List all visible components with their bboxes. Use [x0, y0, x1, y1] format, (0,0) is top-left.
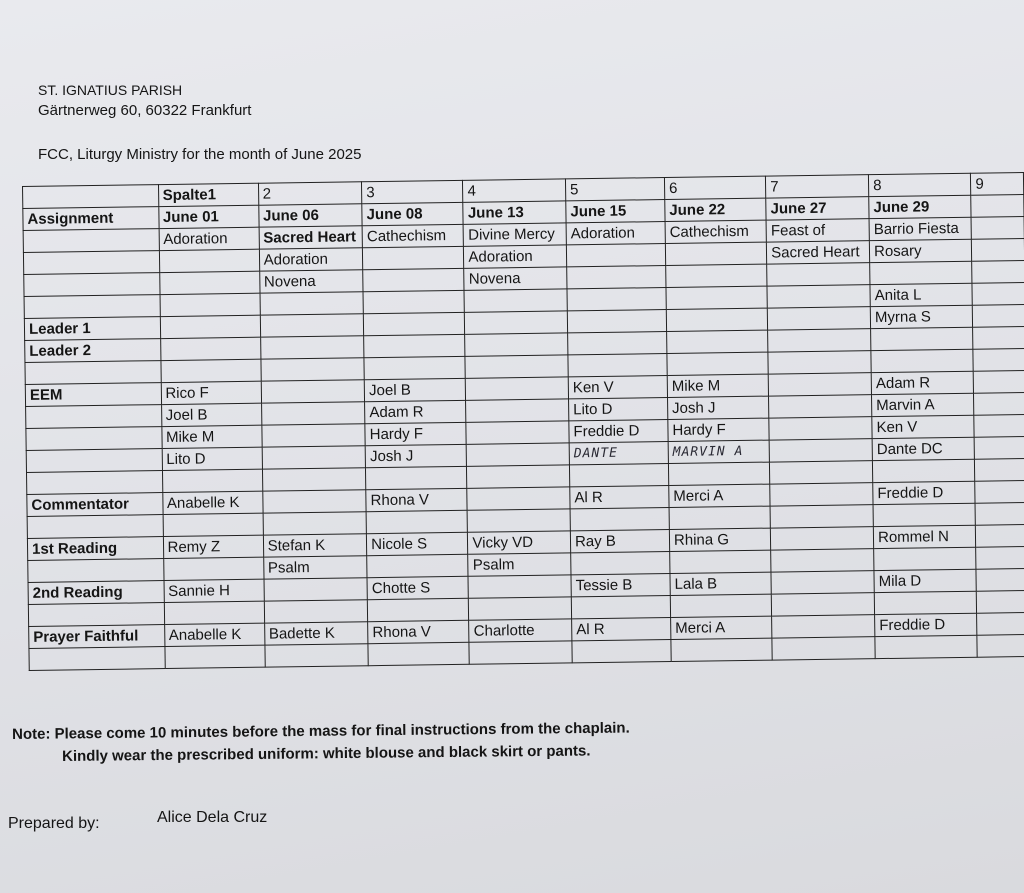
schedule-cell: Mike M [161, 425, 261, 448]
schedule-cell [771, 571, 874, 594]
schedule-cell [466, 399, 569, 422]
schedule-cell: Cathechism [665, 220, 767, 243]
schedule-cell: Dante DC [872, 437, 975, 460]
row-label-cell: 1st Reading [27, 537, 163, 561]
row-label-cell: EEM [25, 383, 161, 407]
schedule-cell: Freddie D [875, 613, 978, 636]
schedule-cell [871, 327, 974, 350]
schedule-cell [976, 524, 1024, 547]
schedule-cell [671, 638, 773, 661]
schedule-cell [768, 351, 871, 374]
schedule-cell [260, 292, 364, 315]
row-label-cell: Leader 2 [25, 339, 161, 363]
schedule-cell [972, 239, 1024, 262]
schedule-cell [769, 395, 872, 418]
schedule-cell: Psalm [468, 553, 571, 576]
schedule-title: FCC, Liturgy Ministry for the month of June 2025 [38, 146, 362, 163]
schedule-cell [366, 510, 468, 533]
schedule-cell [770, 483, 873, 506]
schedule-cell [261, 424, 365, 447]
row-label-cell [23, 251, 159, 275]
schedule-cell: 4 [463, 179, 566, 202]
schedule-cell [264, 600, 368, 623]
row-label-cell [27, 515, 163, 539]
schedule-cell [572, 639, 671, 662]
schedule-cell: Ken V [568, 376, 667, 399]
schedule-cell: Adam R [871, 371, 974, 394]
schedule-cell [974, 392, 1024, 415]
schedule-cell [467, 465, 570, 488]
schedule-cell: Lito D [569, 398, 668, 421]
schedule-cell: Psalm [263, 556, 367, 579]
schedule-cell [469, 641, 572, 664]
schedule-cell [874, 547, 977, 570]
schedule-cell: June 08 [362, 202, 464, 225]
schedule-cell [772, 637, 875, 660]
schedule-cell [974, 414, 1024, 437]
row-label-cell [28, 603, 164, 627]
schedule-cell [975, 480, 1024, 503]
schedule-cell [875, 635, 978, 658]
parish-address: Gärtnerweg 60, 60322 Frankfurt [38, 102, 252, 119]
schedule-cell: Merci A [671, 616, 773, 639]
schedule-cell [571, 551, 670, 574]
schedule-cell [160, 337, 260, 360]
schedule-cell [973, 348, 1024, 371]
schedule-cell [163, 557, 263, 580]
prepared-by-label: Prepared by: [8, 815, 100, 832]
schedule-cell: 2 [258, 182, 362, 205]
schedule-cell [571, 595, 670, 618]
schedule-cell [767, 285, 870, 308]
schedule-cell: Spalte1 [158, 183, 258, 206]
schedule-cell [261, 402, 365, 425]
schedule-cell [568, 354, 667, 377]
schedule-cell [771, 527, 874, 550]
schedule-cell [767, 307, 870, 330]
ministry-schedule-table [22, 172, 1024, 671]
schedule-cell [768, 373, 871, 396]
schedule-cell: Freddie D [873, 481, 976, 504]
schedule-cell [264, 578, 368, 601]
schedule-cell: Rico F [161, 381, 261, 404]
schedule-cell [160, 359, 260, 382]
prepared-by-name: Alice Dela Cruz [157, 809, 268, 826]
schedule-cell: Adoration [159, 227, 259, 250]
schedule-cell [466, 377, 569, 400]
schedule-cell: Marvin A [872, 393, 975, 416]
schedule-cell: Charlotte [469, 619, 572, 642]
schedule-cell [874, 591, 977, 614]
schedule-cell [973, 327, 1024, 350]
schedule-cell [974, 436, 1024, 459]
schedule-cell [567, 266, 666, 289]
schedule-cell: Chotte S [367, 576, 469, 599]
schedule-cell [768, 329, 871, 352]
schedule-cell: Tessie B [571, 573, 670, 596]
schedule-cell: Ken V [872, 415, 975, 438]
schedule-cell [872, 459, 975, 482]
schedule-cell [159, 249, 259, 272]
schedule-cell [468, 575, 571, 598]
schedule-cell [666, 264, 768, 287]
schedule-cell [262, 468, 366, 491]
schedule-cell [262, 446, 366, 469]
schedule-cell [265, 644, 369, 667]
schedule-cell: Josh J [667, 396, 769, 419]
row-label-cell [28, 559, 164, 583]
schedule-cell [566, 244, 665, 267]
schedule-cell [160, 315, 260, 338]
schedule-cell: Hardy F [365, 422, 467, 445]
schedule-cell [975, 502, 1024, 525]
schedule-cell: Mila D [874, 569, 977, 592]
schedule-cell [465, 355, 568, 378]
schedule-cell [771, 549, 874, 572]
schedule-cell: Divine Mercy [464, 223, 567, 246]
schedule-cell: Rosary [869, 239, 972, 262]
parish-name: ST. IGNATIUS PARISH [38, 82, 183, 98]
schedule-cell: Remy Z [163, 535, 263, 558]
schedule-cell: DANTE [569, 442, 668, 465]
schedule-cell [977, 612, 1024, 635]
schedule-cell [972, 261, 1024, 284]
schedule-cell: Ray B [570, 529, 669, 552]
schedule-cell: Novena [464, 267, 567, 290]
schedule-cell [570, 507, 669, 530]
schedule-cell [972, 283, 1024, 306]
schedule-cell [975, 458, 1024, 481]
schedule-cell: Feast of [766, 219, 869, 242]
schedule-cell [366, 466, 468, 489]
schedule-cell [159, 271, 259, 294]
schedule-cell: June 01 [158, 205, 258, 228]
schedule-cell [771, 593, 874, 616]
row-label-cell: Leader 1 [24, 317, 160, 341]
schedule-cell [666, 308, 768, 331]
schedule-cell [363, 290, 465, 313]
row-label-cell [23, 229, 159, 253]
schedule-cell [466, 421, 569, 444]
schedule-cell [971, 217, 1024, 240]
schedule-cell: Al R [570, 485, 669, 508]
schedule-cell: 5 [565, 178, 664, 201]
schedule-cell [262, 490, 366, 513]
row-label-cell [25, 361, 161, 385]
schedule-cell: Freddie D [569, 420, 668, 443]
row-label-cell [27, 471, 163, 495]
schedule-cell [468, 509, 571, 532]
schedule-cell: Merci A [669, 484, 771, 507]
schedule-cell: Josh J [365, 444, 467, 467]
schedule-cell [164, 601, 264, 624]
schedule-cell [670, 550, 772, 573]
schedule-cell: Anabelle K [164, 623, 264, 646]
schedule-cell [567, 310, 666, 333]
row-label-cell [26, 405, 162, 429]
schedule-cell: June 15 [566, 200, 665, 223]
schedule-cell [973, 305, 1024, 328]
schedule-cell [368, 642, 470, 665]
schedule-cell: Lito D [162, 447, 262, 470]
schedule-cell [770, 461, 873, 484]
schedule-cell: Joel B [161, 403, 261, 426]
row-label-cell [26, 427, 162, 451]
schedule-cell [260, 314, 364, 337]
schedule-cell: Sannie H [164, 579, 264, 602]
row-label-cell [29, 647, 165, 671]
schedule-cell [467, 487, 570, 510]
schedule-cell [976, 546, 1024, 569]
row-label-cell [23, 185, 159, 209]
schedule-cell: Stefan K [263, 534, 367, 557]
schedule-cell [367, 554, 469, 577]
schedule-cell [260, 336, 364, 359]
schedule-cell [667, 352, 769, 375]
schedule-cell [164, 645, 264, 668]
schedule-cell [977, 634, 1024, 657]
schedule-cell: Rommel N [873, 525, 976, 548]
schedule-cell [670, 594, 772, 617]
schedule-cell [464, 289, 567, 312]
schedule-cell [871, 349, 974, 372]
schedule-cell: June 13 [463, 201, 566, 224]
schedule-cell: Rhona V [366, 488, 468, 511]
schedule-cell: Adoration [259, 248, 363, 271]
schedule-cell [467, 443, 570, 466]
schedule-cell: Al R [572, 617, 671, 640]
schedule-cell: Myrna S [870, 305, 973, 328]
schedule-cell [977, 590, 1024, 613]
schedule-cell [263, 512, 367, 535]
schedule-cell [668, 462, 770, 485]
schedule-cell [364, 356, 466, 379]
schedule-cell: Anita L [870, 283, 973, 306]
schedule-cell: June 27 [766, 197, 869, 220]
schedule-cell [261, 380, 365, 403]
schedule-cell: Mike M [667, 374, 769, 397]
schedule-cell: June 06 [258, 204, 362, 227]
schedule-cell: 8 [868, 173, 971, 196]
schedule-cell [667, 330, 769, 353]
schedule-cell [769, 417, 872, 440]
schedule-cell: 6 [664, 176, 766, 199]
schedule-cell [261, 358, 365, 381]
schedule-cell: 3 [362, 180, 464, 203]
schedule-cell [363, 268, 465, 291]
schedule-cell: Badette K [264, 622, 368, 645]
schedule-cell [769, 439, 872, 462]
schedule-cell [971, 195, 1024, 218]
schedule-cell [772, 615, 875, 638]
row-label-cell: Commentator [27, 493, 163, 517]
schedule-cell [465, 311, 568, 334]
schedule-cell: June 22 [665, 198, 767, 221]
schedule-cell: Hardy F [668, 418, 770, 441]
schedule-cell: Cathechism [362, 224, 464, 247]
note-line-2: Kindly wear the prescribed uniform: white blouse and black skirt or pants. [62, 742, 591, 765]
schedule-cell: 7 [766, 175, 869, 198]
schedule-cell [162, 469, 262, 492]
schedule-cell: Rhina G [669, 528, 771, 551]
schedule-cell: Adoration [464, 245, 567, 268]
schedule-cell [163, 513, 263, 536]
schedule-cell: Sacred Heart [259, 226, 363, 249]
note-line-1: Note: Please come 10 minutes before the mass for final instructions from the chaplain. [12, 719, 630, 743]
schedule-cell [160, 293, 260, 316]
schedule-cell [870, 261, 973, 284]
schedule-cell: Novena [259, 270, 363, 293]
schedule-cell: Rhona V [368, 620, 470, 643]
schedule-cell: 9 [971, 173, 1024, 196]
row-label-cell: Assignment [23, 207, 159, 231]
schedule-cell [873, 503, 976, 526]
schedule-cell [770, 505, 873, 528]
schedule-cell [364, 334, 466, 357]
schedule-cell: Nicole S [367, 532, 469, 555]
schedule-cell [363, 246, 465, 269]
schedule-cell: Anabelle K [162, 491, 262, 514]
schedule-cell [666, 286, 768, 309]
schedule-cell: Vicky VD [468, 531, 571, 554]
schedule-cell [367, 598, 469, 621]
schedule-cell [669, 506, 771, 529]
schedule-cell: Barrio Fiesta [869, 217, 972, 240]
schedule-cell [665, 242, 767, 265]
schedule-cell [465, 333, 568, 356]
schedule-cell [568, 332, 667, 355]
schedule-cell: Adoration [566, 222, 665, 245]
schedule-cell [364, 312, 466, 335]
schedule-cell: Sacred Heart [767, 241, 870, 264]
schedule-cell [767, 263, 870, 286]
schedule-cell: June 29 [869, 195, 972, 218]
schedule-cell: Joel B [364, 378, 466, 401]
schedule-cell [976, 568, 1024, 591]
row-label-cell [26, 449, 162, 473]
schedule-cell [567, 288, 666, 311]
row-label-cell [24, 273, 160, 297]
row-label-cell: 2nd Reading [28, 581, 164, 605]
schedule-cell: Adam R [365, 400, 467, 423]
schedule-cell: MARVIN A [668, 440, 770, 463]
schedule-cell [974, 370, 1024, 393]
schedule-cell [469, 597, 572, 620]
schedule-cell: Lala B [670, 572, 772, 595]
schedule-cell [569, 464, 668, 487]
row-label-cell [24, 295, 160, 319]
row-label-cell: Prayer Faithful [29, 625, 165, 649]
